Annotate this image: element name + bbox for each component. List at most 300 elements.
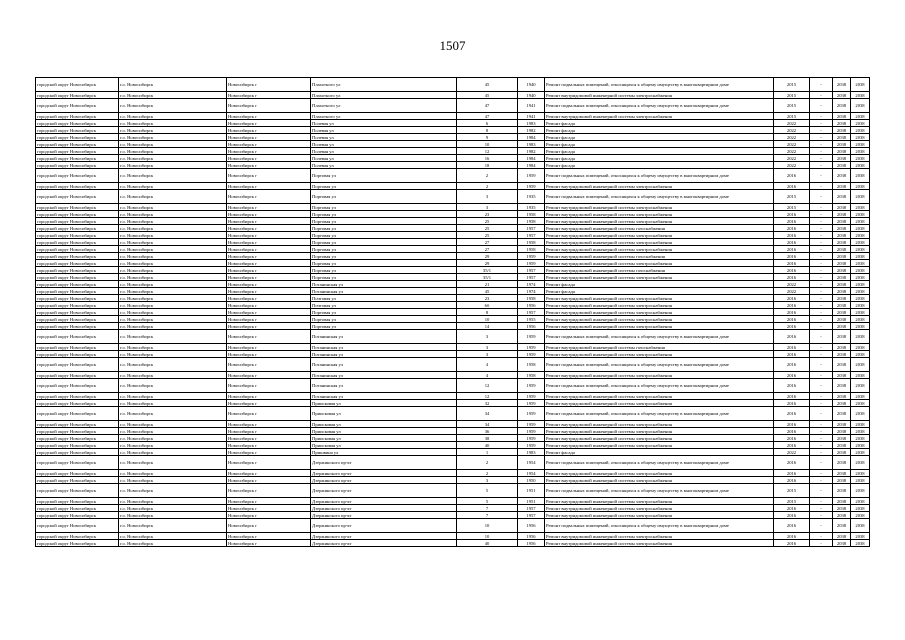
table-row xyxy=(36,288,870,295)
actual-year-cell: - xyxy=(810,477,833,484)
period-end-cell: 2038 xyxy=(851,442,870,449)
settlement-cell: г.о. Новосибирск xyxy=(119,477,227,484)
settlement-cell: г.о. Новосибирск xyxy=(119,533,227,540)
period-end-cell: 2038 xyxy=(851,246,870,253)
actual-year-cell: - xyxy=(810,358,833,372)
street-cell: Плахотного ул xyxy=(311,113,457,120)
street-cell: Потанинская ул xyxy=(311,372,457,379)
period-start-cell: 2038 xyxy=(833,232,851,239)
period-end-cell: 2038 xyxy=(851,428,870,435)
period-start-cell: 2038 xyxy=(833,421,851,428)
street-cell: Портовая ул xyxy=(311,246,457,253)
planned-year-cell: 2016 xyxy=(774,253,810,260)
period-end-cell: 2038 xyxy=(851,169,870,183)
table-row xyxy=(36,316,870,323)
actual-year-cell: - xyxy=(810,407,833,421)
municipality-cell: городской округ Новосибирск xyxy=(36,484,119,498)
street-cell: Плахотного ул xyxy=(311,99,457,113)
street-cell: Потанинская ул xyxy=(311,344,457,351)
house-number-cell: 3 xyxy=(457,344,518,351)
planned-year-cell: 2015 xyxy=(774,190,810,204)
settlement-cell: г.о. Новосибирск xyxy=(119,435,227,442)
street-cell: Портовая ул xyxy=(311,309,457,316)
build-year-cell: 1957 xyxy=(518,505,545,512)
period-end-cell: 2038 xyxy=(851,505,870,512)
period-end-cell: 2038 xyxy=(851,211,870,218)
house-number-cell: 32 xyxy=(457,400,518,407)
period-start-cell: 2038 xyxy=(833,267,851,274)
municipality-cell: городской округ Новосибирск xyxy=(36,302,119,309)
city-cell: Новосибирск г xyxy=(227,211,311,218)
municipality-cell: городской округ Новосибирск xyxy=(36,225,119,232)
house-number-cell: 29 xyxy=(457,253,518,260)
planned-year-cell: 2016 xyxy=(774,540,810,547)
settlement-cell: г.о. Новосибирск xyxy=(119,99,227,113)
settlement-cell: г.о. Новосибирск xyxy=(119,470,227,477)
period-end-cell: 2038 xyxy=(851,155,870,162)
work-type-cell: Ремонт подвальных помещений, относящихся к общему имуществу в многоквартирном доме xyxy=(545,99,774,113)
table-row xyxy=(36,435,870,442)
actual-year-cell: - xyxy=(810,372,833,379)
period-start-cell: 2038 xyxy=(833,498,851,505)
street-cell: Портовая ул xyxy=(311,183,457,190)
settlement-cell: г.о. Новосибирск xyxy=(119,183,227,190)
planned-year-cell: 2016 xyxy=(774,239,810,246)
table-row xyxy=(36,400,870,407)
build-year-cell: 1984 xyxy=(518,162,545,169)
table-row xyxy=(36,512,870,519)
table-row xyxy=(36,183,870,190)
house-number-cell: 27 xyxy=(457,239,518,246)
city-cell: Новосибирск г xyxy=(227,253,311,260)
table-row xyxy=(36,351,870,358)
period-end-cell: 2038 xyxy=(851,232,870,239)
table-row xyxy=(36,421,870,428)
settlement-cell: г.о. Новосибирск xyxy=(119,288,227,295)
settlement-cell: г.о. Новосибирск xyxy=(119,351,227,358)
table-row xyxy=(36,260,870,267)
street-cell: Портовая ул xyxy=(311,274,457,281)
work-type-cell: Ремонт внутридомовой инженерной системы электроснабжения xyxy=(545,435,774,442)
period-end-cell: 2038 xyxy=(851,435,870,442)
house-number-cell: 35/1 xyxy=(457,267,518,274)
settlement-cell: г.о. Новосибирск xyxy=(119,78,227,92)
settlement-cell: г.о. Новосибирск xyxy=(119,316,227,323)
actual-year-cell: - xyxy=(810,435,833,442)
street-cell: Портовая ул xyxy=(311,225,457,232)
municipality-cell: городской округ Новосибирск xyxy=(36,309,119,316)
planned-year-cell: 2016 xyxy=(774,246,810,253)
actual-year-cell: - xyxy=(810,505,833,512)
work-type-cell: Ремонт подвальных помещений, относящихся к общему имуществу в многоквартирном доме xyxy=(545,190,774,204)
house-number-cell: 25 xyxy=(457,232,518,239)
table-row xyxy=(36,379,870,393)
street-cell: Дзержинского пр-кт xyxy=(311,498,457,505)
actual-year-cell: - xyxy=(810,190,833,204)
city-cell: Новосибирск г xyxy=(227,407,311,421)
street-cell: Приисковая ул xyxy=(311,400,457,407)
build-year-cell: 1984 xyxy=(518,155,545,162)
period-end-cell: 2038 xyxy=(851,316,870,323)
settlement-cell: г.о. Новосибирск xyxy=(119,393,227,400)
planned-year-cell: 2016 xyxy=(774,218,810,225)
actual-year-cell: - xyxy=(810,393,833,400)
actual-year-cell: - xyxy=(810,309,833,316)
actual-year-cell: - xyxy=(810,274,833,281)
house-number-cell: 45 xyxy=(457,288,518,295)
house-number-cell: 34 xyxy=(457,407,518,421)
street-cell: Портовая ул xyxy=(311,323,457,330)
period-end-cell: 2038 xyxy=(851,288,870,295)
street-cell: Потанинская ул xyxy=(311,379,457,393)
actual-year-cell: - xyxy=(810,351,833,358)
planned-year-cell: 2016 xyxy=(774,183,810,190)
build-year-cell: 1982 xyxy=(518,148,545,155)
build-year-cell: 1983 xyxy=(518,141,545,148)
street-cell: Дзержинского пр-кт xyxy=(311,540,457,547)
actual-year-cell: - xyxy=(810,78,833,92)
work-type-cell: Ремонт внутридомовой инженерной системы электроснабжения xyxy=(545,218,774,225)
house-number-cell: 36 xyxy=(457,428,518,435)
actual-year-cell: - xyxy=(810,323,833,330)
municipality-cell: городской округ Новосибирск xyxy=(36,288,119,295)
house-number-cell: 6 xyxy=(457,120,518,127)
period-start-cell: 2038 xyxy=(833,211,851,218)
build-year-cell: 1954 xyxy=(518,456,545,470)
period-start-cell: 2038 xyxy=(833,225,851,232)
street-cell: Потанинская ул xyxy=(311,281,457,288)
work-type-cell: Ремонт внутридомовой инженерной системы электроснабжения xyxy=(545,470,774,477)
planned-year-cell: 2016 xyxy=(774,225,810,232)
house-number-cell: 7 xyxy=(457,505,518,512)
settlement-cell: г.о. Новосибирск xyxy=(119,379,227,393)
house-number-cell: 25 xyxy=(457,225,518,232)
city-cell: Новосибирск г xyxy=(227,512,311,519)
table-row xyxy=(36,449,870,456)
build-year-cell: 1951 xyxy=(518,498,545,505)
table-row xyxy=(36,358,870,372)
work-type-cell: Ремонт внутридомовой инженерной системы электроснабжения xyxy=(545,204,774,211)
table-row xyxy=(36,330,870,344)
build-year-cell: 1956 xyxy=(518,533,545,540)
actual-year-cell: - xyxy=(810,267,833,274)
table-row xyxy=(36,540,870,547)
actual-year-cell: - xyxy=(810,540,833,547)
actual-year-cell: - xyxy=(810,442,833,449)
actual-year-cell: - xyxy=(810,148,833,155)
work-type-cell: Ремонт внутридомовой инженерной системы электроснабжения xyxy=(545,400,774,407)
planned-year-cell: 2016 xyxy=(774,512,810,519)
settlement-cell: г.о. Новосибирск xyxy=(119,246,227,253)
period-end-cell: 2038 xyxy=(851,113,870,120)
house-number-cell: 4 xyxy=(457,372,518,379)
work-type-cell: Ремонт фасада xyxy=(545,134,774,141)
municipality-cell: городской округ Новосибирск xyxy=(36,393,119,400)
city-cell: Новосибирск г xyxy=(227,435,311,442)
table-row xyxy=(36,134,870,141)
build-year-cell: 1959 xyxy=(518,407,545,421)
actual-year-cell: - xyxy=(810,183,833,190)
planned-year-cell: 2015 xyxy=(774,99,810,113)
settlement-cell: г.о. Новосибирск xyxy=(119,505,227,512)
actual-year-cell: - xyxy=(810,134,833,141)
street-cell: Приисковая ул xyxy=(311,442,457,449)
period-end-cell: 2038 xyxy=(851,484,870,498)
city-cell: Новосибирск г xyxy=(227,309,311,316)
settlement-cell: г.о. Новосибирск xyxy=(119,169,227,183)
work-type-cell: Ремонт подвальных помещений, относящихся к общему имуществу в многоквартирном доме xyxy=(545,519,774,533)
period-start-cell: 2038 xyxy=(833,330,851,344)
municipality-cell: городской округ Новосибирск xyxy=(36,435,119,442)
settlement-cell: г.о. Новосибирск xyxy=(119,484,227,498)
build-year-cell: 1958 xyxy=(518,358,545,372)
planned-year-cell: 2016 xyxy=(774,309,810,316)
build-year-cell: 1935 xyxy=(518,190,545,204)
house-number-cell: 40 xyxy=(457,540,518,547)
street-cell: Полевая ул xyxy=(311,127,457,134)
period-end-cell: 2038 xyxy=(851,274,870,281)
actual-year-cell: - xyxy=(810,379,833,393)
settlement-cell: г.о. Новосибирск xyxy=(119,148,227,155)
period-start-cell: 2038 xyxy=(833,449,851,456)
city-cell: Новосибирск г xyxy=(227,449,311,456)
build-year-cell: 1959 xyxy=(518,400,545,407)
settlement-cell: г.о. Новосибирск xyxy=(119,120,227,127)
period-start-cell: 2038 xyxy=(833,442,851,449)
house-number-cell: 25 xyxy=(457,218,518,225)
planned-year-cell: 2016 xyxy=(774,351,810,358)
actual-year-cell: - xyxy=(810,295,833,302)
municipality-cell: городской округ Новосибирск xyxy=(36,232,119,239)
house-number-cell: 45 xyxy=(457,78,518,92)
period-end-cell: 2038 xyxy=(851,323,870,330)
settlement-cell: г.о. Новосибирск xyxy=(119,155,227,162)
build-year-cell: 1956 xyxy=(518,302,545,309)
settlement-cell: г.о. Новосибирск xyxy=(119,141,227,148)
build-year-cell: 1959 xyxy=(518,393,545,400)
work-type-cell: Ремонт подвальных помещений, относящихся к общему имуществу в многоквартирном доме xyxy=(545,379,774,393)
actual-year-cell: - xyxy=(810,484,833,498)
build-year-cell: 1958 xyxy=(518,295,545,302)
period-start-cell: 2038 xyxy=(833,407,851,421)
table-row xyxy=(36,344,870,351)
period-start-cell: 2038 xyxy=(833,274,851,281)
table-row xyxy=(36,92,870,99)
municipality-cell: городской округ Новосибирск xyxy=(36,323,119,330)
house-number-cell: 38 xyxy=(457,435,518,442)
work-type-cell: Ремонт подвальных помещений, относящихся к общему имуществу в многоквартирном доме xyxy=(545,358,774,372)
period-end-cell: 2038 xyxy=(851,148,870,155)
municipality-cell: городской округ Новосибирск xyxy=(36,379,119,393)
municipality-cell: городской округ Новосибирск xyxy=(36,281,119,288)
period-end-cell: 2038 xyxy=(851,267,870,274)
municipality-cell: городской округ Новосибирск xyxy=(36,155,119,162)
house-number-cell: 6б xyxy=(457,302,518,309)
settlement-cell: г.о. Новосибирск xyxy=(119,260,227,267)
work-type-cell: Ремонт фасада xyxy=(545,120,774,127)
work-type-cell: Ремонт внутридомовой инженерной системы электроснабжения xyxy=(545,211,774,218)
period-end-cell: 2038 xyxy=(851,519,870,533)
work-type-cell: Ремонт внутридомовой инженерной системы электроснабжения xyxy=(545,540,774,547)
period-end-cell: 2038 xyxy=(851,92,870,99)
table-row xyxy=(36,120,870,127)
planned-year-cell: 2022 xyxy=(774,449,810,456)
house-number-cell: 12 xyxy=(457,148,518,155)
city-cell: Новосибирск г xyxy=(227,246,311,253)
house-number-cell: 16 xyxy=(457,155,518,162)
actual-year-cell: - xyxy=(810,120,833,127)
period-end-cell: 2038 xyxy=(851,393,870,400)
table-row xyxy=(36,519,870,533)
period-start-cell: 2038 xyxy=(833,120,851,127)
work-type-cell: Ремонт фасада xyxy=(545,148,774,155)
settlement-cell: г.о. Новосибирск xyxy=(119,540,227,547)
build-year-cell: 1974 xyxy=(518,281,545,288)
municipality-cell: городской округ Новосибирск xyxy=(36,533,119,540)
municipality-cell: городской округ Новосибирск xyxy=(36,218,119,225)
street-cell: Портовая ул xyxy=(311,267,457,274)
planned-year-cell: 2016 xyxy=(774,379,810,393)
actual-year-cell: - xyxy=(810,519,833,533)
settlement-cell: г.о. Новосибирск xyxy=(119,253,227,260)
build-year-cell: 1983 xyxy=(518,120,545,127)
municipality-cell: городской округ Новосибирск xyxy=(36,498,119,505)
work-type-cell: Ремонт внутридомовой инженерной системы газоснабжения xyxy=(545,267,774,274)
table-row xyxy=(36,162,870,169)
table-row xyxy=(36,295,870,302)
planned-year-cell: 2022 xyxy=(774,281,810,288)
period-start-cell: 2038 xyxy=(833,99,851,113)
work-type-cell: Ремонт внутридомовой инженерной системы электроснабжения xyxy=(545,351,774,358)
city-cell: Новосибирск г xyxy=(227,519,311,533)
work-type-cell: Ремонт подвальных помещений, относящихся к общему имуществу в многоквартирном доме xyxy=(545,456,774,470)
build-year-cell: 1956 xyxy=(518,540,545,547)
city-cell: Новосибирск г xyxy=(227,540,311,547)
build-year-cell: 1959 xyxy=(518,344,545,351)
period-end-cell: 2038 xyxy=(851,260,870,267)
city-cell: Новосибирск г xyxy=(227,190,311,204)
house-number-cell: 23 xyxy=(457,295,518,302)
period-end-cell: 2038 xyxy=(851,253,870,260)
city-cell: Новосибирск г xyxy=(227,533,311,540)
period-start-cell: 2038 xyxy=(833,246,851,253)
municipality-cell: городской округ Новосибирск xyxy=(36,470,119,477)
period-start-cell: 2038 xyxy=(833,295,851,302)
table-row xyxy=(36,169,870,183)
build-year-cell: 1958 xyxy=(518,211,545,218)
period-start-cell: 2038 xyxy=(833,435,851,442)
build-year-cell: 1940 xyxy=(518,92,545,99)
city-cell: Новосибирск г xyxy=(227,120,311,127)
period-end-cell: 2038 xyxy=(851,190,870,204)
house-number-cell: 35/1 xyxy=(457,274,518,281)
city-cell: Новосибирск г xyxy=(227,498,311,505)
build-year-cell: 1941 xyxy=(518,113,545,120)
actual-year-cell: - xyxy=(810,288,833,295)
municipality-cell: городской округ Новосибирск xyxy=(36,512,119,519)
settlement-cell: г.о. Новосибирск xyxy=(119,323,227,330)
planned-year-cell: 2022 xyxy=(774,134,810,141)
period-start-cell: 2038 xyxy=(833,309,851,316)
house-number-cell: 8 xyxy=(457,127,518,134)
actual-year-cell: - xyxy=(810,498,833,505)
period-start-cell: 2038 xyxy=(833,288,851,295)
work-type-cell: Ремонт фасада xyxy=(545,141,774,148)
street-cell: Почтовая ул xyxy=(311,295,457,302)
period-end-cell: 2038 xyxy=(851,127,870,134)
house-number-cell: 27 xyxy=(457,246,518,253)
planned-year-cell: 2015 xyxy=(774,204,810,211)
build-year-cell: 1935 xyxy=(518,204,545,211)
period-start-cell: 2038 xyxy=(833,169,851,183)
work-type-cell: Ремонт внутридомовой инженерной системы электроснабжения xyxy=(545,232,774,239)
period-start-cell: 2038 xyxy=(833,162,851,169)
settlement-cell: г.о. Новосибирск xyxy=(119,190,227,204)
planned-year-cell: 2016 xyxy=(774,274,810,281)
period-start-cell: 2038 xyxy=(833,358,851,372)
table-row xyxy=(36,141,870,148)
work-type-cell: Ремонт внутридомовой инженерной системы электроснабжения xyxy=(545,295,774,302)
street-cell: Потанинская ул xyxy=(311,288,457,295)
table-row xyxy=(36,267,870,274)
planned-year-cell: 2016 xyxy=(774,421,810,428)
period-start-cell: 2038 xyxy=(833,484,851,498)
settlement-cell: г.о. Новосибирск xyxy=(119,407,227,421)
period-end-cell: 2038 xyxy=(851,78,870,92)
settlement-cell: г.о. Новосибирск xyxy=(119,400,227,407)
build-year-cell: 1957 xyxy=(518,267,545,274)
table-row xyxy=(36,505,870,512)
period-end-cell: 2038 xyxy=(851,400,870,407)
actual-year-cell: - xyxy=(810,281,833,288)
period-end-cell: 2038 xyxy=(851,407,870,421)
actual-year-cell: - xyxy=(810,92,833,99)
planned-year-cell: 2016 xyxy=(774,400,810,407)
planned-year-cell: 2016 xyxy=(774,232,810,239)
street-cell: Плахотного ул xyxy=(311,92,457,99)
actual-year-cell: - xyxy=(810,113,833,120)
work-type-cell: Ремонт внутридомовой инженерной системы электроснабжения xyxy=(545,260,774,267)
city-cell: Новосибирск г xyxy=(227,267,311,274)
planned-year-cell: 2016 xyxy=(774,470,810,477)
house-number-cell: 8 xyxy=(457,309,518,316)
work-type-cell: Ремонт фасада xyxy=(545,281,774,288)
municipality-cell: городской округ Новосибирск xyxy=(36,274,119,281)
actual-year-cell: - xyxy=(810,253,833,260)
actual-year-cell: - xyxy=(810,533,833,540)
settlement-cell: г.о. Новосибирск xyxy=(119,134,227,141)
planned-year-cell: 2016 xyxy=(774,358,810,372)
period-end-cell: 2038 xyxy=(851,99,870,113)
planned-year-cell: 2016 xyxy=(774,407,810,421)
municipality-cell: городской округ Новосибирск xyxy=(36,169,119,183)
planned-year-cell: 2016 xyxy=(774,260,810,267)
period-start-cell: 2038 xyxy=(833,372,851,379)
settlement-cell: г.о. Новосибирск xyxy=(119,302,227,309)
actual-year-cell: - xyxy=(810,344,833,351)
street-cell: Дзержинского пр-кт xyxy=(311,512,457,519)
street-cell: Дзержинского пр-кт xyxy=(311,519,457,533)
house-number-cell: 2 xyxy=(457,169,518,183)
actual-year-cell: - xyxy=(810,246,833,253)
municipality-cell: городской округ Новосибирск xyxy=(36,253,119,260)
planned-year-cell: 2015 xyxy=(774,113,810,120)
build-year-cell: 1959 xyxy=(518,260,545,267)
city-cell: Новосибирск г xyxy=(227,99,311,113)
period-start-cell: 2038 xyxy=(833,379,851,393)
planned-year-cell: 2022 xyxy=(774,120,810,127)
house-number-cell: 4 xyxy=(457,358,518,372)
